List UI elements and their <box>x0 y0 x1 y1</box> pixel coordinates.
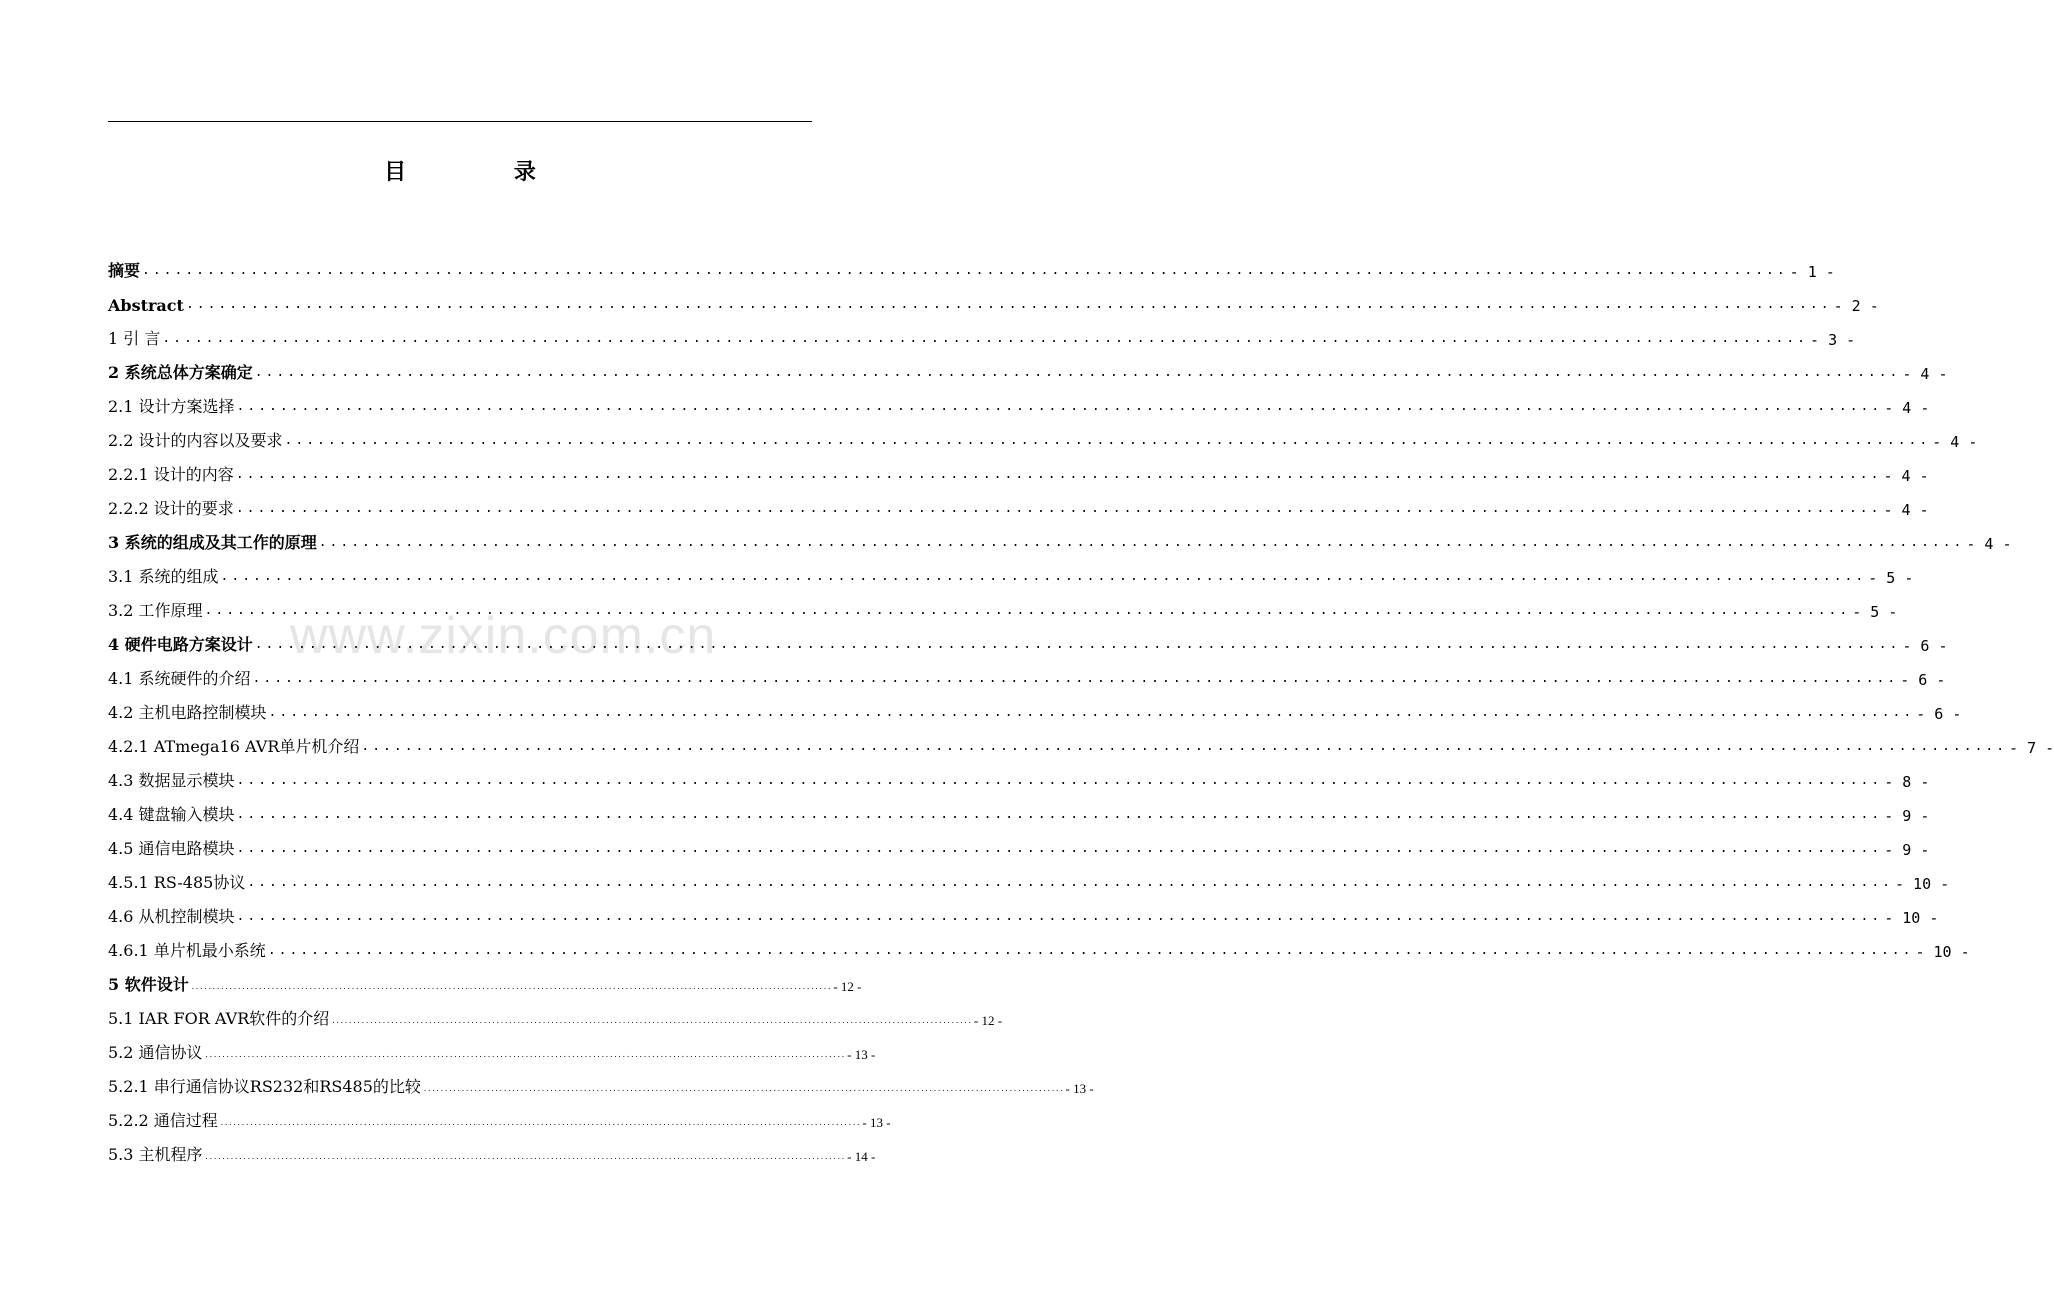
toc-entry-label: Abstract <box>108 296 184 315</box>
watermark: www.zixin.com.cn <box>290 607 717 665</box>
toc-leader-dots: ........................................................................................................................................................ <box>219 1119 861 1127</box>
toc-entry-label: 2.2 设计的内容以及要求 <box>108 431 283 450</box>
toc-entry[interactable] <box>108 723 2054 757</box>
toc-entry-page: - 4 - <box>1883 467 1929 485</box>
toc-entry[interactable] <box>108 791 1930 825</box>
header-rule <box>108 121 812 122</box>
toc-entry-page: - 3 - <box>1810 331 1856 349</box>
toc-leader-dots: ........................................................................................................................................................ <box>422 1085 1064 1093</box>
toc-leader-dots: ........................................................................................................................................................ <box>331 1017 972 1025</box>
toc-entry-label: 3.2 工作原理 <box>108 601 203 620</box>
toc-leader-dots: ........................................................................................................................................................ <box>185 297 1832 312</box>
toc-leader-dots: ........................................................................................................................................................ <box>204 603 1851 618</box>
toc-entry-label: 5 软件设计 <box>108 975 189 994</box>
toc-entry-label: 摘要 <box>108 261 141 280</box>
toc-entry[interactable] <box>108 1063 1094 1097</box>
toc-entry-page: - 1 - <box>1789 263 1835 281</box>
toc-entry[interactable] <box>108 451 1929 485</box>
toc-entry-label: 1 引 言 <box>108 329 161 348</box>
toc-entry[interactable] <box>108 1097 891 1131</box>
toc-leader-dots: ........................................................................................................................................................ <box>204 1051 846 1059</box>
toc-entry[interactable] <box>108 281 1879 315</box>
toc-leader-dots: ........................................................................................................................................................ <box>236 807 1883 822</box>
toc-entry[interactable] <box>108 1131 876 1165</box>
toc-entry-page: - 14 - <box>847 1149 876 1164</box>
toc-leader-dots: ........................................................................................................................................................ <box>267 943 1914 958</box>
toc-leader-dots: ........................................................................................................................................................ <box>235 501 1882 516</box>
toc-entry-label: 4 硬件电路方案设计 <box>108 635 253 654</box>
toc-entry-page: - 2 - <box>1833 297 1879 315</box>
toc-entry[interactable] <box>108 689 1962 723</box>
toc-entry-label: 4.2 主机电路控制模块 <box>108 703 267 722</box>
toc-entry-label: 5.2 通信协议 <box>108 1043 203 1062</box>
toc-leader-dots: ........................................................................................................................................................ <box>142 263 1788 278</box>
toc-entry-page: - 4 - <box>1883 501 1929 519</box>
toc-entry[interactable] <box>108 757 1930 791</box>
toc-leader-dots: ........................................................................................................................................................ <box>235 467 1882 482</box>
toc-entry-label: 4.5 通信电路模块 <box>108 839 235 858</box>
toc-leader-dots: ........................................................................................................................................................ <box>190 983 832 991</box>
toc-entry-page: - 13 - <box>847 1047 876 1062</box>
toc-entry-page: - 13 - <box>1065 1081 1094 1096</box>
toc-entry-page: - 5 - <box>1852 603 1898 621</box>
toc-entry-label: 2.2.2 设计的要求 <box>108 499 234 518</box>
toc-leader-dots: ........................................................................................................................................................ <box>284 433 1931 448</box>
toc-entry-page: - 5 - <box>1868 569 1914 587</box>
toc-leader-dots: ........................................................................................................................................................ <box>318 535 1965 550</box>
toc-entry[interactable] <box>108 1029 876 1063</box>
toc-entry-page: - 4 - <box>1932 433 1978 451</box>
toc-entry-label: 5.2.1 串行通信协议RS232和RS485的比较 <box>108 1077 421 1096</box>
toc-entry-label: 4.5.1 RS-485协议 <box>108 873 246 892</box>
toc-entry[interactable] <box>108 417 1978 451</box>
toc-entry[interactable] <box>108 349 1948 383</box>
toc-leader-dots: ........................................................................................................................................................ <box>162 331 1809 346</box>
toc-entry-label: 5.3 主机程序 <box>108 1145 203 1164</box>
toc-entry-page: - 6 - <box>1902 637 1948 655</box>
toc-leader-dots: ........................................................................................................................................................ <box>220 569 1867 584</box>
toc-entry-page: - 4 - <box>1902 365 1948 383</box>
toc-leader-dots: ........................................................................................................................................................ <box>254 637 1901 652</box>
toc-entry-label: 4.6.1 单片机最小系统 <box>108 941 266 960</box>
toc-entry[interactable] <box>108 519 2012 553</box>
toc-entry-page: - 7 - <box>2009 739 2054 757</box>
toc-entry[interactable] <box>108 621 1948 655</box>
toc-entry-page: - 12 - <box>833 979 862 994</box>
toc-leader-dots: ........................................................................................................................................................ <box>252 671 1899 686</box>
toc-entry[interactable] <box>108 383 1930 417</box>
toc-entry[interactable] <box>108 927 1970 961</box>
toc-title: 目 录 <box>384 159 586 185</box>
toc-leader-dots: ........................................................................................................................................................ <box>268 705 1915 720</box>
toc-leader-dots: ........................................................................................................................................................ <box>236 841 1883 856</box>
table-of-contents <box>108 247 2054 1165</box>
toc-entry-label: 4.3 数据显示模块 <box>108 771 235 790</box>
toc-leader-dots: ........................................................................................................................................................ <box>247 875 1893 890</box>
toc-entry-label: 5.2.2 通信过程 <box>108 1111 218 1130</box>
toc-entry-page: - 4 - <box>1966 535 2012 553</box>
toc-entry-page: - 10 - <box>1884 909 1939 927</box>
toc-entry-label: 2 系统总体方案确定 <box>108 363 253 382</box>
toc-entry[interactable] <box>108 485 1929 519</box>
toc-entry-label: 2.1 设计方案选择 <box>108 397 235 416</box>
toc-entry-page: - 13 - <box>862 1115 891 1130</box>
toc-entry-label: 3.1 系统的组成 <box>108 567 219 586</box>
toc-leader-dots: ........................................................................................................................................................ <box>361 739 2008 754</box>
toc-entry-page: - 9 - <box>1884 841 1930 859</box>
toc-entry[interactable] <box>108 315 1856 349</box>
toc-entry-page: - 12 - <box>973 1013 1003 1028</box>
toc-leader-dots: ........................................................................................................................................................ <box>236 773 1883 788</box>
toc-entry[interactable] <box>108 995 1003 1029</box>
toc-entry[interactable] <box>108 859 1950 893</box>
toc-entry-page: - 6 - <box>1900 671 1946 689</box>
toc-entry-page: - 8 - <box>1884 773 1930 791</box>
toc-entry[interactable] <box>108 961 862 995</box>
toc-leader-dots: ........................................................................................................................................................ <box>254 365 1901 380</box>
toc-entry-page: - 10 - <box>1895 875 1950 893</box>
toc-entry[interactable] <box>108 553 1914 587</box>
toc-entry-label: 3 系统的组成及其工作的原理 <box>108 533 317 552</box>
toc-entry-label: 4.2.1 ATmega16 AVR单片机介绍 <box>108 737 360 756</box>
toc-entry-label: 4.1 系统硬件的介绍 <box>108 669 251 688</box>
toc-entry[interactable] <box>108 247 1835 281</box>
toc-entry[interactable] <box>108 587 1898 621</box>
toc-entry[interactable] <box>108 825 1930 859</box>
toc-entry-page: - 4 - <box>1884 399 1930 417</box>
toc-entry-label: 4.4 键盘输入模块 <box>108 805 235 824</box>
toc-leader-dots: ........................................................................................................................................................ <box>236 399 1883 414</box>
toc-leader-dots: ........................................................................................................................................................ <box>204 1153 846 1161</box>
toc-entry-label: 2.2.1 设计的内容 <box>108 465 234 484</box>
toc-entry-label: 5.1 IAR FOR AVR软件的介绍 <box>108 1009 330 1028</box>
toc-entry-page: - 6 - <box>1916 705 1962 723</box>
toc-leader-dots: ........................................................................................................................................................ <box>236 909 1883 924</box>
toc-entry[interactable] <box>108 655 1946 689</box>
toc-entry-page: - 10 - <box>1915 943 1970 961</box>
toc-entry-page: - 9 - <box>1884 807 1930 825</box>
toc-entry-label: 4.6 从机控制模块 <box>108 907 235 926</box>
toc-entry[interactable] <box>108 893 1939 927</box>
